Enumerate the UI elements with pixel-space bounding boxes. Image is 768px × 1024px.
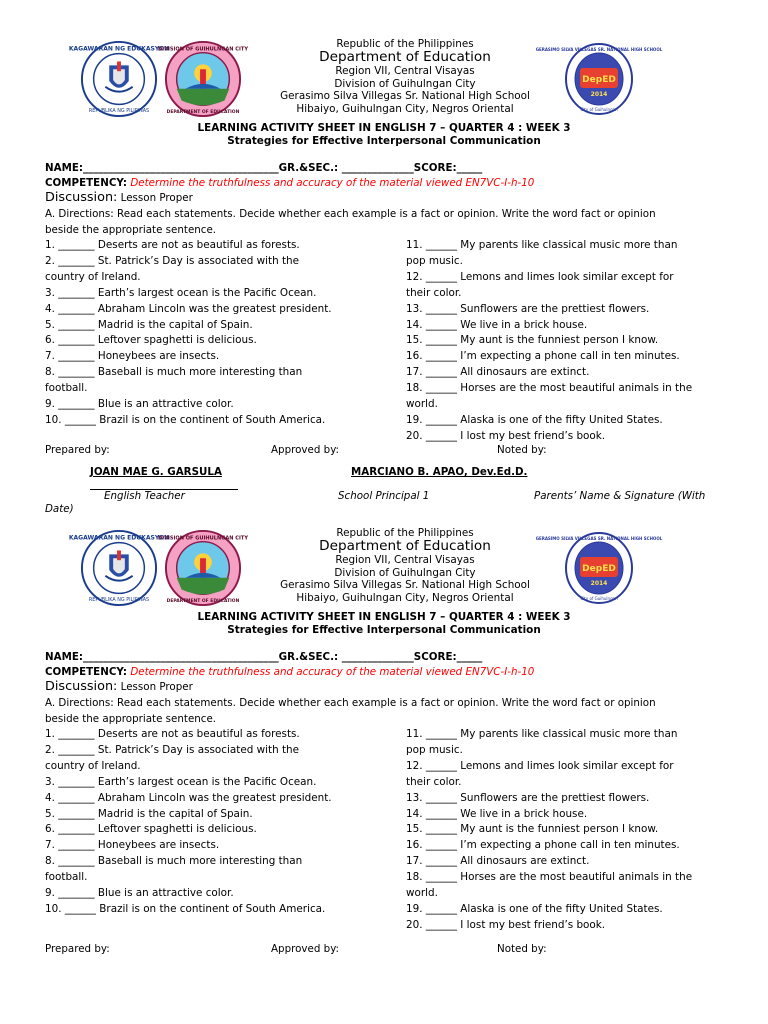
region-line: Region VII, Central Visayas — [335, 554, 475, 567]
list-item: 4. _______ Abraham Lincoln was the greatest president. — [45, 791, 332, 804]
division-seal-logo — [158, 529, 248, 607]
list-item: 2. _______ St. Patrick’s Day is associated with the — [45, 254, 300, 267]
school-seal-year: 2014 — [590, 580, 608, 587]
list-item: 16. ______ I’m expecting a phone call in ten minutes. — [406, 839, 680, 852]
letterhead — [250, 38, 560, 115]
deped-seal-bottom-text: REPUBLIKA NG PILIPINAS — [88, 597, 150, 604]
list-item: 9. _______ Blue is an attractive color. — [45, 398, 234, 411]
list-item: 19. ______ Alaska is one of the fifty United States. — [406, 902, 663, 915]
teacher-name: JOAN MAE G. GARSULA — [90, 466, 222, 478]
deped-seal-text: KAGAWARAN NG EDUKASYON — [68, 45, 170, 53]
list-item: 8. _______ Baseball is much more interesting than — [45, 855, 303, 868]
list-item: pop music. — [406, 254, 463, 267]
name-score-line: NAME:______________________________________GR.&SEC.: ______________SCORE:_____ — [45, 162, 483, 174]
list-item: 10. ______ Brazil is on the continent of South America. — [45, 413, 326, 426]
competency-line — [45, 175, 534, 191]
list-item: country of Ireland. — [45, 270, 141, 283]
address-line: Hibaiyo, Guihulngan City, Negros Oriental — [296, 102, 514, 115]
list-item: 15. ______ My aunt is the funniest person I know. — [406, 823, 659, 836]
school-line: Gerasimo Silva Villegas Sr. National High School — [280, 90, 530, 103]
list-item: 2. _______ St. Patrick’s Day is associated with the — [45, 743, 300, 756]
parent-signature-title: Parents’ Name & Signature (With — [534, 490, 706, 502]
republic-line: Republic of the Philippines — [336, 527, 474, 539]
list-item: 18. ______ Horses are the most beautiful animals in the — [406, 871, 693, 884]
list-item: 3. _______ Earth’s largest ocean is the Pacific Ocean. — [45, 286, 317, 299]
department-line: Department of Education — [319, 538, 491, 555]
list-item: 5. _______ Madrid is the capital of Spain. — [45, 318, 253, 331]
principal-name: MARCIANO B. APAO, Dev.Ed.D. — [351, 466, 528, 478]
list-item: 3. _______ Earth’s largest ocean is the Pacific Ocean. — [45, 775, 317, 788]
discussion-text: Lesson Proper — [120, 192, 193, 204]
list-item: their color. — [406, 286, 462, 299]
region-line: Region VII, Central Visayas — [335, 65, 475, 78]
list-item: 12. ______ Lemons and limes look similar except for — [406, 270, 674, 283]
teacher-title: English Teacher — [104, 490, 185, 502]
division-seal-text: DIVISION OF GUIHULNGAN CITY — [158, 46, 248, 53]
items-left-column — [45, 727, 361, 918]
items-right-column — [406, 238, 722, 445]
directions-line-2: beside the appropriate sentence. — [45, 224, 217, 236]
division-line: Division of Guihulngan City — [334, 77, 476, 90]
prepared-by-label: Prepared by: — [45, 943, 110, 955]
competency-line — [45, 664, 534, 680]
division-seal-text: DIVISION OF GUIHULNGAN CITY — [158, 535, 248, 542]
directions-line-1: A. Directions: Read each statements. Decide whether each example is a fact or opinion. Write the word fact or opinion — [45, 697, 656, 709]
discussion-line — [45, 190, 193, 206]
activity-sheet-bottom — [0, 523, 768, 1013]
school-seal-year: 2014 — [590, 91, 608, 98]
name-score-line: NAME:______________________________________GR.&SEC.: ______________SCORE:_____ — [45, 651, 483, 663]
discussion-label: Discussion: — [45, 679, 118, 694]
deped-seal-logo — [68, 529, 170, 607]
school-seal-center: DepED — [582, 564, 616, 574]
deped-seal-logo — [68, 40, 170, 118]
list-item: 6. _______ Leftover spaghetti is delicious. — [45, 823, 257, 836]
principal-title: School Principal 1 — [338, 490, 430, 502]
activity-sheet-top — [0, 34, 768, 524]
list-item: 13. ______ Sunflowers are the prettiest flowers. — [406, 302, 650, 315]
school-seal-text: GERASIMO SILVA VILLEGAS SR. NATIONAL HIGH SCHOOL — [535, 536, 663, 541]
list-item: 5. _______ Madrid is the capital of Spain. — [45, 807, 253, 820]
list-item: 1. _______ Deserts are not as beautiful as forests. — [45, 239, 300, 251]
school-line: Gerasimo Silva Villegas Sr. National High School — [280, 579, 530, 592]
address-line: Hibaiyo, Guihulngan City, Negros Oriental — [296, 591, 514, 604]
list-item: 7. _______ Honeybees are insects. — [45, 350, 220, 363]
directions-line-1: A. Directions: Read each statements. Decide whether each example is a fact or opinion. Write the word fact or opinion — [45, 208, 656, 220]
list-item: 4. _______ Abraham Lincoln was the greatest president. — [45, 302, 332, 315]
list-item: 17. ______ All dinosaurs are extinct. — [406, 855, 590, 868]
competency-label: COMPETENCY: — [45, 666, 128, 678]
list-item: pop music. — [406, 743, 463, 756]
division-seal-logo — [158, 40, 248, 118]
list-item: 9. _______ Blue is an attractive color. — [45, 887, 234, 900]
deped-seal-text: KAGAWARAN NG EDUKASYON — [68, 534, 170, 542]
sheet-title: LEARNING ACTIVITY SHEET IN ENGLISH 7 – QUARTER 4 : WEEK 3 — [197, 611, 571, 623]
list-item: 20. ______ I lost my best friend’s book. — [406, 429, 606, 442]
school-seal-text: GERASIMO SILVA VILLEGAS SR. NATIONAL HIGH SCHOOL — [535, 47, 663, 52]
list-item: country of Ireland. — [45, 759, 141, 772]
school-seal-center: DepED — [582, 75, 616, 85]
list-item: 7. _______ Honeybees are insects. — [45, 839, 220, 852]
sheet-subtitle: Strategies for Effective Interpersonal Communication — [227, 624, 541, 636]
discussion-text: Lesson Proper — [120, 681, 193, 693]
list-item: 20. ______ I lost my best friend’s book. — [406, 918, 606, 931]
list-item: football. — [45, 871, 88, 884]
list-item: 17. ______ All dinosaurs are extinct. — [406, 366, 590, 379]
approved-by-label: Approved by: — [271, 444, 340, 456]
list-item: their color. — [406, 775, 462, 788]
list-item: 14. ______ We live in a brick house. — [406, 807, 588, 820]
competency-text: Determine the truthfulness and accuracy of the material viewed EN7VC-I-h-10 — [130, 666, 535, 678]
list-item: world. — [406, 398, 438, 411]
republic-line: Republic of the Philippines — [336, 38, 474, 50]
school-seal-logo — [535, 42, 663, 116]
approved-by-label: Approved by: — [271, 943, 340, 955]
items-right-column — [406, 727, 722, 934]
division-seal-bottom-text: DEPARTMENT OF EDUCATION — [166, 599, 240, 605]
list-item: 12. ______ Lemons and limes look similar except for — [406, 759, 674, 772]
list-item: 11. ______ My parents like classical music more than — [406, 239, 678, 251]
list-item: 10. ______ Brazil is on the continent of South America. — [45, 902, 326, 915]
list-item: 16. ______ I’m expecting a phone call in ten minutes. — [406, 350, 680, 363]
parent-signature-date: Date) — [45, 503, 74, 515]
list-item: 14. ______ We live in a brick house. — [406, 318, 588, 331]
competency-label: COMPETENCY: — [45, 177, 128, 189]
competency-text: Determine the truthfulness and accuracy of the material viewed EN7VC-I-h-10 — [130, 177, 535, 189]
sheet-subtitle: Strategies for Effective Interpersonal Communication — [227, 135, 541, 147]
items-left-column — [45, 238, 361, 429]
school-seal-logo — [535, 531, 663, 605]
letterhead — [250, 527, 560, 604]
noted-by-label: Noted by: — [497, 943, 547, 955]
list-item: football. — [45, 382, 88, 395]
school-seal-bottom-text: City of Guihulngan — [580, 596, 618, 601]
list-item: 18. ______ Horses are the most beautiful animals in the — [406, 382, 693, 395]
list-item: 13. ______ Sunflowers are the prettiest flowers. — [406, 791, 650, 804]
list-item: 11. ______ My parents like classical music more than — [406, 728, 678, 740]
discussion-label: Discussion: — [45, 190, 118, 205]
department-line: Department of Education — [319, 49, 491, 66]
list-item: 6. _______ Leftover spaghetti is delicious. — [45, 334, 257, 347]
division-line: Division of Guihulngan City — [334, 566, 476, 579]
noted-by-label: Noted by: — [497, 444, 547, 456]
division-seal-bottom-text: DEPARTMENT OF EDUCATION — [166, 110, 240, 116]
list-item: 19. ______ Alaska is one of the fifty United States. — [406, 413, 663, 426]
school-seal-bottom-text: City of Guihulngan — [580, 107, 618, 112]
sheet-title: LEARNING ACTIVITY SHEET IN ENGLISH 7 – QUARTER 4 : WEEK 3 — [197, 122, 571, 134]
list-item: 15. ______ My aunt is the funniest person I know. — [406, 334, 659, 347]
list-item: world. — [406, 887, 438, 900]
list-item: 1. _______ Deserts are not as beautiful as forests. — [45, 728, 300, 740]
directions-line-2: beside the appropriate sentence. — [45, 713, 217, 725]
deped-seal-bottom-text: REPUBLIKA NG PILIPINAS — [88, 108, 150, 115]
list-item: 8. _______ Baseball is much more interesting than — [45, 366, 303, 379]
discussion-line — [45, 679, 193, 695]
prepared-by-label: Prepared by: — [45, 444, 110, 456]
